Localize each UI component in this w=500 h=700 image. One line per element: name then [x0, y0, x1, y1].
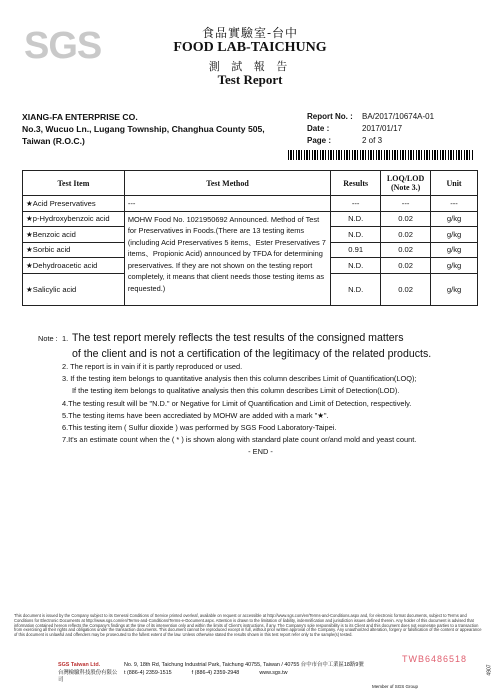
header-loq — [381, 171, 431, 196]
note-1-line2: of the client and is not a certification of the legitimacy of the related products. — [72, 347, 432, 360]
group-item: ★Acid Preservatives — [23, 196, 125, 212]
date-label: Date : — [307, 124, 330, 133]
barcode — [288, 150, 474, 160]
note-4: 4.The testing result will be "N.D." or Negative for Limit of Quantification and Limit of Detection, respectively. — [62, 398, 412, 408]
row-loq: 0.02 — [381, 273, 431, 305]
member-of-sgs: Member of SGS Group — [372, 684, 419, 689]
company-web: www.sgs.tw — [259, 669, 288, 676]
row-loq: 0.02 — [381, 242, 431, 258]
note-label: Note : — [38, 334, 58, 343]
row-loq: 0.02 — [381, 258, 431, 274]
company-name-en: SGS Taiwan Ltd. — [58, 662, 101, 668]
side-number: 4907 — [486, 664, 493, 676]
row-item: ★Sorbic acid — [23, 242, 125, 258]
report-title-en: Test Report — [217, 72, 283, 87]
header-loq-label: LOQ/LOD — [386, 174, 425, 183]
report-no: BA/2017/10674A-01 — [362, 112, 435, 121]
table-row — [23, 211, 478, 227]
client-address-line1: No.3, Wucuo Ln., Lugang Township, Changhua County 505, — [22, 124, 265, 134]
note-7: 7.It's an estimate count when the ( * ) is shown along with standard plate count or/and mold and yeast count. — [62, 435, 417, 445]
client-address-line2: Taiwan (R.O.C.) — [22, 136, 85, 146]
note-5: 5.The testing items have been accrediated by MOHW are added with a mark "★". — [62, 410, 329, 420]
page-number: 2 of 3 — [362, 136, 383, 145]
header-unit: Unit — [431, 171, 478, 196]
row-result: N.D. — [331, 227, 381, 243]
legal-disclaimer: This document is issued by the Company subject to its General Conditions of Service printed overleaf, available on request or accessible at http://www.sgs.com/en/Terms-and-Conditions.aspx and, for electronic format documents, subject to Terms and Conditions for Electronic Documents at http://www.sgs.com/en/Terms-and-Conditions/Terms-e-Document.aspx. Attention is drawn to the limitation of liability, indemnification and jurisdiction issues defined therein. Any holder of this document is advised that information contained hereon reflects the Company's findings at the time of its intervention only and within the limits of Client's instructions, if any. The Company's sole responsibility is to its Client and this document does not exonerate parties to a transaction from exercising all their rights and obligations under the transaction documents. This document cannot be reproduced except in full, without prior written approval of the Company. Any unauthorized alteration, forgery or falsification of the content or appearance of this document is unlawful and offenders may be prosecuted to the fullest extent of the law. Unless otherwise stated the results shown in this test report refer only to the sample(s) tested. — [14, 613, 482, 638]
row-unit: g/kg — [431, 258, 478, 274]
lab-title-en: FOOD LAB-TAICHUNG — [173, 40, 327, 55]
group-loq: --- — [381, 196, 431, 212]
row-unit: g/kg — [431, 273, 478, 305]
header-loq-note: (Note 3.) — [390, 183, 421, 192]
note-2: 2. The report is in vain if it is partly reproduced or used. — [62, 362, 243, 371]
row-loq: 0.02 — [381, 227, 431, 243]
header-results: Results — [331, 171, 381, 196]
note-6: 6.This testing item ( Sulfur dioxide ) was performed by SGS Food Laboratory-Taipei. — [62, 423, 337, 433]
notes-section — [38, 330, 483, 459]
note-3a: 3. If the testing item belongs to quantitative analysis then this column describes Limit of Quantification(LOQ); — [62, 374, 417, 384]
note-1-number: 1. — [62, 334, 69, 343]
serial-number: TWB6486518 — [402, 654, 468, 664]
row-item: ★Dehydroacetic acid — [23, 258, 125, 274]
row-result: N.D. — [331, 273, 381, 305]
header-test-item: Test Item — [23, 171, 125, 196]
row-item: ★Salicylic acid — [23, 273, 125, 305]
logo-text: SGS — [24, 25, 102, 67]
results-table — [22, 170, 478, 306]
client-name: XIANG-FA ENTERPRISE CO. — [22, 112, 138, 122]
page-label: Page : — [307, 136, 332, 145]
group-unit: --- — [431, 196, 478, 212]
note-3b: If the testing item belongs to qualitative analysis then this column describes Limit of Detection(LOD). — [72, 386, 400, 396]
row-result: N.D. — [331, 211, 381, 227]
company-address: No. 9, 18th Rd, Taichung Industrial Park, Taichung 40755, Taiwan / 40755 台中市台中工業區18路9號 — [124, 662, 364, 668]
company-tel: t (886-4) 2359-1515 — [124, 669, 172, 676]
row-result: 0.91 — [331, 242, 381, 258]
table-header-row — [23, 171, 478, 196]
row-item: ★Benzoic acid — [23, 227, 125, 243]
report-meta — [307, 111, 434, 147]
header-test-method: Test Method — [124, 171, 330, 196]
report-no-label: Report No. : — [307, 112, 353, 121]
lab-title-cn: 食品實驗室-台中 — [201, 26, 299, 40]
end-marker: - END - — [248, 447, 273, 457]
group-result: --- — [331, 196, 381, 212]
row-loq: 0.02 — [381, 211, 431, 227]
company-fax: f (886-4) 2359-2948 — [191, 669, 240, 676]
footer — [58, 662, 364, 685]
table-row — [23, 196, 478, 212]
report-title-cn: 測 試 報 告 — [208, 60, 292, 73]
client-block — [22, 111, 265, 147]
row-unit: g/kg — [431, 211, 478, 227]
test-method-text: MOHW Food No. 1021950692 Announced. Method of Test for Preservatives in Foods.(There are 13 testing items (including Acid Preservatives 5 items、Ester Preservatives 7 items、Propionic Acid) announced by TFDA for determining preservatives. If they are not shown on the testing report completely, it means that client needs those testing items as requested.) — [124, 211, 330, 305]
company-name-cn: 台灣檢驗科技股份有限公司 — [58, 669, 118, 683]
row-result: N.D. — [331, 258, 381, 274]
row-item: ★p-Hydroxybenzoic acid — [23, 211, 125, 227]
group-method: --- — [124, 196, 330, 212]
row-unit: g/kg — [431, 242, 478, 258]
row-unit: g/kg — [431, 227, 478, 243]
report-date: 2017/01/17 — [362, 124, 403, 133]
note-1-line1: The test report merely reflects the test results of the consigned matters — [72, 332, 404, 344]
